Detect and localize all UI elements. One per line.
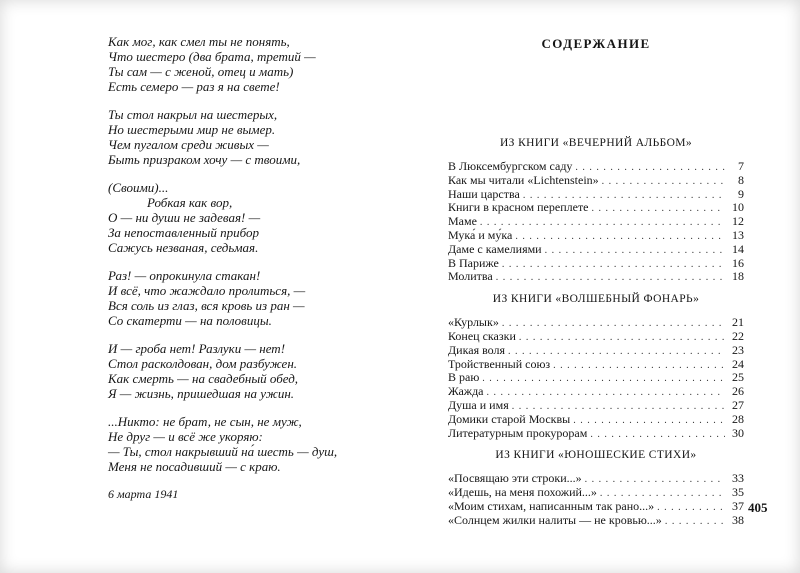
toc-entry-title: Книги в красном переплете [448,200,589,215]
toc-entry [448,243,744,257]
toc-entry-page: 7 [738,159,744,173]
dot-leader [602,175,725,189]
poem-line: И — гроба нет! Разлуки — нет! [108,341,286,356]
poem-line: Как смерть — на свадебный обед, [108,371,299,386]
toc-entry-page: 27 [732,397,744,412]
poem-line: Ты сам — с женой, отец и мать) [108,64,294,79]
toc-entry-page: 38 [732,512,744,527]
toc-entry-title: Наши царства [448,186,520,201]
poem [108,34,368,474]
dot-leader [657,501,725,515]
toc-entry-page: 22 [732,328,744,343]
toc-entry-title: Маме [448,214,477,229]
toc-sections [448,136,744,528]
toc-entry [448,486,744,500]
dot-leader [502,317,725,331]
toc-entry [448,358,744,372]
poem-line: Есть семеро — раз я на свете! [108,79,280,94]
toc-entry-page: 16 [732,255,744,270]
poem-line: Вся соль из глаз, вся кровь из ран — [108,298,305,313]
toc-entry-title: Дикая воля [448,342,506,357]
toc-entry-title: Жажда [448,384,484,399]
toc-entry-title: Мука́ и му́ка [448,227,513,242]
dot-leader [515,230,725,244]
toc-entry [448,215,744,229]
poem-line: Сажусь незваная, седьмая. [108,240,259,255]
dot-leader [585,473,725,487]
dot-leader [519,331,725,345]
dot-leader [496,271,725,285]
toc-title: СОДЕРЖАНИЕ [541,36,651,51]
dot-leader [665,515,725,529]
poem-stanza [108,180,368,255]
toc-entry [448,399,744,413]
toc-entry [448,500,744,514]
toc-entry-page: 12 [732,214,744,229]
toc-entry-page: 33 [732,471,744,486]
toc-entry-page: 35 [732,485,744,500]
toc-entry-page: 26 [732,384,744,399]
toc-entry-title: «Моим стихам, написанным так рано...» [448,498,655,513]
dot-leader [553,359,725,373]
toc-entry-page: 13 [732,227,744,242]
toc-entry-title: Душа и имя [448,397,509,412]
poem-line: Как мог, как смел ты не понять, [108,34,290,49]
toc-entry [448,385,744,399]
dot-leader [487,386,725,400]
toc-entry [448,201,744,215]
poem-line: Робкая как вор, [108,195,233,210]
poem-stanza [108,414,368,474]
poem-line: О — ни души не задевая! — [108,210,261,225]
right-page [448,36,744,528]
dot-leader [545,244,725,258]
toc-entry-title: «Солнцем жилки налиты — не кровью...» [448,512,662,527]
poem-line: Что шестеро (два брата, третий — [108,49,316,64]
toc-entry-page: 25 [732,370,744,385]
poem-line: Но шестерыми мир не вымер. [108,122,276,137]
toc-entry-title: «Курлык» [448,315,499,330]
poem-line: Стол расколдован, дом разбужен. [108,356,298,371]
toc-entry-title: В раю [448,370,480,385]
toc-entry-title: «Идешь, на меня похожий...» [448,485,597,500]
toc-entry-page: 37 [732,498,744,513]
poem-line: За непоставленный прибор [108,225,259,240]
poem-line: Чем пугалом среди живых — [108,137,269,152]
poem-line: Раз! — опрокинула стакан! [108,268,261,283]
poem-date: 6 марта 1941 [108,487,179,501]
toc-entry-title: Как мы читали «Lichtenstein» [448,172,599,187]
toc-section-heading: ИЗ КНИГИ «ЮНОШЕСКИЕ СТИХИ» [495,449,697,462]
toc-entry-title: Конец сказки [448,328,516,343]
toc-entry-page: 21 [732,315,744,330]
poem-line: Со скатерти — на половицы. [108,313,272,328]
toc-entry-page: 9 [738,186,744,201]
toc-entry [448,316,744,330]
toc-entry [448,344,744,358]
toc-entry [448,371,744,385]
toc-entry [448,514,744,528]
poem-line: И всё, что жаждало пролиться, — [108,283,306,298]
left-page [108,34,368,502]
toc-entry-title: Литературным прокурорам [448,425,588,440]
dot-leader [592,202,725,216]
toc-section-heading: ИЗ КНИГИ «ВОЛШЕБНЫЙ ФОНАРЬ» [492,293,700,306]
toc-entry-title: Даме с камелиями [448,241,542,256]
toc-entry-title: В Париже [448,255,499,270]
poem-stanza [108,107,368,167]
toc-entry [448,188,744,202]
poem-line: Не друг — и всё же укоряю: [108,429,263,444]
toc-entry [448,413,744,427]
poem-line: — Ты, стол накрывший на́ шесть — душ, [108,444,338,459]
toc-entry [448,270,744,284]
poem-line: Ты стол накрыл на шестерых, [108,107,278,122]
toc-entry-title: Молитва [448,269,493,284]
poem-stanza [108,34,368,94]
toc-entry-page: 8 [738,172,744,187]
toc-entry [448,472,744,486]
toc-entry [448,257,744,271]
toc-entry-page: 14 [732,241,744,256]
dot-leader [590,428,725,442]
dot-leader [573,414,725,428]
page-number: 405 [748,500,768,515]
toc-entry [448,160,744,174]
toc-entry-title: Тройственный союз [448,356,551,371]
toc-entry [448,330,744,344]
poem-line: (Своими)... [108,180,169,195]
toc-entry-page: 23 [732,342,744,357]
poem-stanza [108,268,368,328]
toc-entry-title: «Посвящаю эти строки...» [448,471,582,486]
toc-entry [448,427,744,441]
toc-entry [448,174,744,188]
poem-line: Меня не посадивший — с краю. [108,459,281,474]
toc-entry-page: 28 [732,411,744,426]
dot-leader [502,258,725,272]
toc-entry-page: 30 [732,425,744,440]
poem-line: Я — жизнь, пришедшая на ужин. [108,386,295,401]
poem-stanza [108,341,368,401]
toc-entry-page: 24 [732,356,744,371]
toc-entry [448,229,744,243]
dot-leader [480,216,725,230]
toc-entry-title: Домики старой Москвы [448,411,571,426]
toc-section-heading: ИЗ КНИГИ «ВЕЧЕРНИЙ АЛЬБОМ» [499,137,693,149]
toc-entry-title: В Люксембургском саду [448,159,573,173]
toc-entry-page: 10 [732,200,744,215]
dot-leader [482,372,725,386]
poem-line: ...Никто: не брат, не сын, не муж, [108,414,302,429]
poem-line: Быть призраком хочу — с твоими, [108,152,301,167]
toc-entry-page: 18 [732,269,744,284]
